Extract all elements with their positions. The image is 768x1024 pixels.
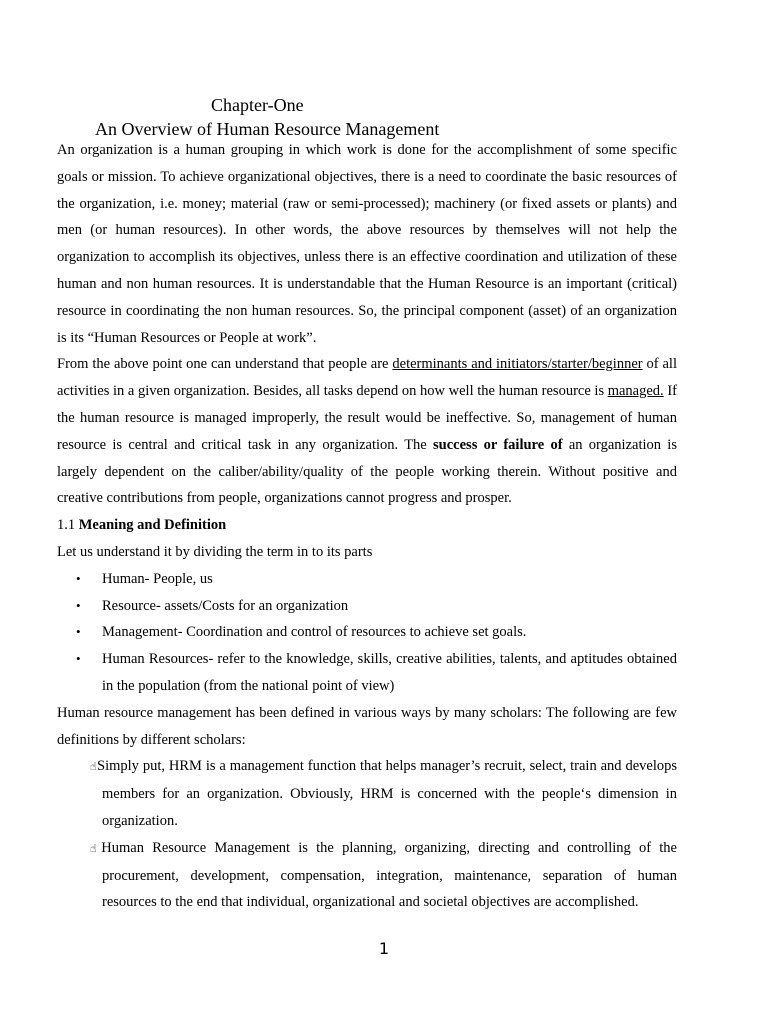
- bullet-icon: •: [76, 570, 81, 586]
- para2-text-1: From the above point one can understand that people are: [57, 356, 393, 373]
- list-item-text: Resource- assets/Costs for an organization: [102, 597, 349, 614]
- list-item: [57, 619, 677, 646]
- chapter-label: Chapter-One: [211, 95, 304, 115]
- list-item-text: Human Resources- refer to the knowledge, skills, creative abilities, talents, and aptitudes obtained in the population (from the national point of view): [102, 651, 677, 694]
- bullet-icon: •: [76, 651, 81, 667]
- para2-underlined-phrase: determinants and initiators/starter/beginner: [392, 356, 643, 373]
- bullet-icon: •: [76, 597, 81, 613]
- parts-intro: Let us understand it by dividing the term in to its parts: [57, 543, 373, 560]
- list-item-text: Management- Coordination and control of resources to achieve set goals.: [102, 624, 527, 641]
- section-title: Meaning and Definition: [78, 517, 227, 534]
- list-item: [57, 566, 677, 593]
- definition-text: Simply put, HRM is a management function that helps manager’s recruit, select, train and develops members for an organization. Obviously, HRM is concerned with the people‘s dimension in organization.: [97, 758, 678, 829]
- pointing-hand-icon: ☝: [90, 841, 102, 855]
- definition-text: Human Resource Management is the planning, organizing, directing and controlling of the procurement, development, compensation, integration, maintenance, separation of human resources to the end that individual, organizational and societal objectives are accomplished.: [101, 839, 677, 911]
- para2-text-2: of all activities in a given organization. Besides, all tasks depend on how well the human resource is: [57, 356, 677, 400]
- para2-text-4: an organization is largely dependent on the caliber/ability/quality of the people working therein. Without positive and creative contributions from people, organizations cannot progress and prosper.: [57, 436, 677, 507]
- second-paragraph: [57, 351, 677, 512]
- para2-text-3: If the human resource is managed improperly, the result would be ineffective. So, management of human resource is central and critical task in any organization. The: [57, 383, 677, 453]
- list-item-text: Human- People, us: [102, 570, 213, 587]
- list-item: [57, 593, 677, 620]
- list-item: [57, 646, 677, 700]
- term-parts-list: [57, 566, 677, 700]
- section-heading: [57, 512, 677, 539]
- list-item: [57, 835, 677, 916]
- section-number: 1.1: [57, 517, 79, 534]
- chapter-title: An Overview of Human Resource Management: [95, 119, 440, 139]
- document-body: [57, 137, 677, 916]
- list-item: [57, 753, 677, 834]
- page-number: 1: [378, 939, 390, 958]
- definitions-list: [57, 753, 677, 916]
- bullet-icon: •: [76, 624, 81, 640]
- para2-underlined-word: managed.: [607, 383, 664, 400]
- para2-bold-phrase: success or failure of: [433, 436, 563, 453]
- definitions-intro: Human resource management has been defined in various ways by many scholars: The following are few definitions by different scholars:: [57, 704, 677, 748]
- pointing-hand-icon: ☝: [90, 760, 97, 774]
- intro-paragraph: An organization is a human grouping in which work is done for the accomplishment of some specific goals or mission. To achieve organizational objectives, there is a need to coordinate the basic resources of the organization, i.e. money; material (raw or semi-processed); machinery (or fixed assets or plants) and men (or human resources). In other words, the above resources by themselves will not help the organization to accomplish its objectives, unless there is an effective coordination and utilization of these human and non human resources. It is understandable that the Human Resource is an important (critical) resource in coordinating the non human resources. So, the principal component (asset) of an organization is its “Human Resources or People at work”.: [57, 142, 677, 346]
